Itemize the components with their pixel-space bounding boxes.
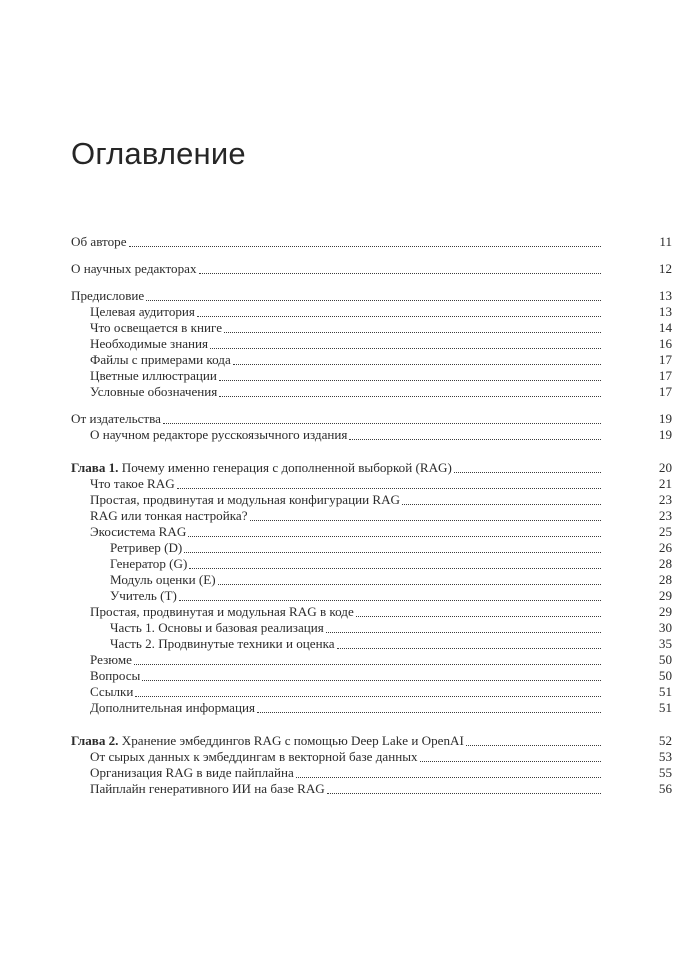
- page-title: Оглавление: [71, 136, 246, 171]
- toc-entry[interactable]: [0, 556, 673, 572]
- toc-entry[interactable]: [0, 765, 673, 781]
- toc-entry-text: Об авторе: [71, 234, 127, 249]
- toc-entry-text: О научном редакторе русскоязычного издания: [90, 427, 348, 442]
- toc-page-number: 51: [658, 684, 672, 699]
- toc-leader-dots: [327, 793, 601, 794]
- toc-page-number: 17: [658, 368, 672, 383]
- toc-leader-dots: [349, 439, 601, 440]
- toc-entry-label: [110, 588, 179, 604]
- toc-page-number: 17: [658, 352, 672, 367]
- toc-leader-dots: [135, 696, 601, 697]
- toc-page-number: 50: [658, 652, 672, 667]
- toc-page-number: 13: [658, 288, 672, 303]
- toc-entry-label: [90, 352, 233, 368]
- toc-entry[interactable]: [0, 304, 673, 320]
- toc-entry-text: Пайплайн генеративного ИИ на базе RAG: [90, 781, 325, 796]
- toc-leader-dots: [177, 488, 601, 489]
- toc-entry-label: [110, 636, 337, 652]
- toc-entry-label: [90, 384, 219, 400]
- toc-leader-dots: [337, 648, 601, 649]
- toc-leader-dots: [454, 472, 601, 473]
- toc-entry-label: [90, 427, 349, 443]
- toc-entry-label: [90, 336, 210, 352]
- toc-entry[interactable]: [0, 733, 673, 749]
- toc-entry-label: [90, 508, 250, 524]
- toc-entry-label: [90, 304, 197, 320]
- toc-entry-label: [71, 460, 454, 476]
- toc-entry-text: О научных редакторах: [71, 261, 197, 276]
- toc-entry-text: От сырых данных к эмбеддингам в векторной базе данных: [90, 749, 418, 764]
- toc-entry-text: От издательства: [71, 411, 161, 426]
- toc-leader-dots: [402, 504, 601, 505]
- toc-leader-dots: [197, 316, 601, 317]
- toc-leader-dots: [224, 332, 601, 333]
- toc-leader-dots: [296, 777, 601, 778]
- toc-entry-text: Условные обозначения: [90, 384, 218, 399]
- toc-entry[interactable]: [0, 384, 673, 400]
- toc-entry-label: [90, 492, 402, 508]
- toc-entry-label: [110, 540, 184, 556]
- toc-entry[interactable]: [0, 427, 673, 443]
- toc-leader-dots: [250, 520, 601, 521]
- toc-entry-label: [90, 320, 224, 336]
- toc-page-number: 28: [658, 556, 672, 571]
- toc-entry-text: Часть 2. Продвинутые техники и оценка: [110, 636, 335, 651]
- toc-leader-dots: [219, 396, 601, 397]
- toc-page-number: 28: [658, 572, 672, 587]
- toc-leader-dots: [189, 568, 601, 569]
- toc-chapter-number: Глава 1.: [71, 460, 119, 475]
- toc-page-number: 25: [658, 524, 672, 539]
- toc-page-number: 19: [658, 427, 672, 442]
- toc-entry-label: [90, 765, 296, 781]
- toc-entry[interactable]: [0, 476, 673, 492]
- toc-entry-text: Резюме: [90, 652, 132, 667]
- table-of-contents-list: [0, 234, 673, 797]
- toc-entry-text: Простая, продвинутая и модульная RAG в коде: [90, 604, 354, 619]
- toc-entry[interactable]: [0, 320, 673, 336]
- toc-page-number: 11: [659, 234, 672, 249]
- toc-entry[interactable]: [0, 749, 673, 765]
- toc-leader-dots: [326, 632, 601, 633]
- toc-page-number: 56: [658, 781, 672, 796]
- toc-entry[interactable]: [0, 540, 673, 556]
- toc-page-number: 17: [658, 384, 672, 399]
- toc-leader-dots: [179, 600, 601, 601]
- toc-entry-label: [110, 556, 189, 572]
- toc-entry-text: Хранение эмбеддингов RAG с помощью Deep Lake и OpenAI: [121, 733, 464, 748]
- toc-entry-text: Ссылки: [90, 684, 134, 699]
- toc-entry[interactable]: [0, 572, 673, 588]
- toc-entry[interactable]: [0, 588, 673, 604]
- toc-leader-dots: [184, 552, 601, 553]
- toc-entry[interactable]: [0, 460, 673, 476]
- toc-entry-label: [90, 476, 177, 492]
- toc-entry[interactable]: [0, 781, 673, 797]
- toc-entry-label: [71, 261, 199, 277]
- toc-leader-dots: [420, 761, 601, 762]
- toc-entry-label: [71, 411, 163, 427]
- toc-leader-dots: [356, 616, 601, 617]
- toc-entry-text: Модуль оценки (E): [110, 572, 216, 587]
- toc-entry-label: [71, 288, 146, 304]
- toc-leader-dots: [134, 664, 601, 665]
- toc-entry-text: Ретривер (D): [110, 540, 183, 555]
- toc-page-number: 55: [658, 765, 672, 780]
- toc-entry-text: Вопросы: [90, 668, 141, 683]
- toc-leader-dots: [163, 423, 601, 424]
- toc-entry-text: RAG или тонкая настройка?: [90, 508, 248, 523]
- toc-entry[interactable]: [0, 411, 673, 427]
- toc-entry[interactable]: [0, 336, 673, 352]
- toc-entry-label: [90, 684, 135, 700]
- toc-entry[interactable]: [0, 620, 673, 636]
- toc-leader-dots: [466, 745, 601, 746]
- toc-entry-text: Целевая аудитория: [90, 304, 195, 319]
- toc-leader-dots: [233, 364, 601, 365]
- toc-page-number: 52: [658, 733, 672, 748]
- toc-entry-label: [90, 781, 327, 797]
- toc-entry[interactable]: [0, 288, 673, 304]
- toc-page-number: 12: [658, 261, 672, 276]
- toc-entry[interactable]: [0, 668, 673, 684]
- toc-page-number: 19: [658, 411, 672, 426]
- toc-page-number: 16: [658, 336, 672, 351]
- toc-entry-label: [110, 572, 218, 588]
- toc-entry-text: Предисловие: [71, 288, 145, 303]
- toc-entry-label: [90, 749, 420, 765]
- toc-entry-label: [90, 524, 188, 540]
- toc-entry[interactable]: [0, 652, 673, 668]
- toc-entry[interactable]: [0, 234, 673, 250]
- toc-entry[interactable]: [0, 492, 673, 508]
- toc-leader-dots: [257, 712, 601, 713]
- toc-entry[interactable]: [0, 700, 673, 716]
- toc-entry-text: Учитель (T): [110, 588, 177, 603]
- toc-entry-text: Необходимые знания: [90, 336, 209, 351]
- toc-leader-dots: [129, 246, 601, 247]
- toc-leader-dots: [142, 680, 601, 681]
- toc-page-number: 53: [658, 749, 672, 764]
- toc-entry-text: Простая, продвинутая и модульная конфигурации RAG: [90, 492, 401, 507]
- toc-page-number: 20: [658, 460, 672, 475]
- toc-page-number: 13: [658, 304, 672, 319]
- toc-entry-text: Почему именно генерация с дополненной выборкой (RAG): [121, 460, 452, 475]
- toc-entry-text: Файлы с примерами кода: [90, 352, 231, 367]
- toc-entry[interactable]: [0, 261, 673, 277]
- toc-entry[interactable]: [0, 508, 673, 524]
- toc-leader-dots: [219, 380, 601, 381]
- toc-entry-label: [71, 234, 129, 250]
- toc-page-number: 50: [658, 668, 672, 683]
- toc-entry-label: [90, 668, 142, 684]
- toc-page-number: 23: [658, 492, 672, 507]
- toc-entry-text: Организация RAG в виде пайплайна: [90, 765, 294, 780]
- toc-entry[interactable]: [0, 604, 673, 620]
- toc-entry-text: Экосистема RAG: [90, 524, 187, 539]
- toc-page-number: 29: [658, 604, 672, 619]
- toc-entry-text: Часть 1. Основы и базовая реализация: [110, 620, 324, 635]
- toc-entry-label: [110, 620, 326, 636]
- toc-entry[interactable]: [0, 352, 673, 368]
- toc-leader-dots: [188, 536, 601, 537]
- toc-entry[interactable]: [0, 636, 673, 652]
- toc-entry-label: [71, 733, 466, 749]
- toc-page-number: 26: [658, 540, 672, 555]
- toc-page-number: 35: [658, 636, 672, 651]
- toc-leader-dots: [218, 584, 601, 585]
- toc-leader-dots: [210, 348, 601, 349]
- toc-chapter-number: Глава 2.: [71, 733, 119, 748]
- toc-entry[interactable]: [0, 524, 673, 540]
- toc-entry-label: [90, 604, 356, 620]
- toc-page-number: 30: [658, 620, 672, 635]
- toc-entry-text: Цветные иллюстрации: [90, 368, 217, 383]
- toc-entry-label: [90, 652, 134, 668]
- toc-entry[interactable]: [0, 684, 673, 700]
- toc-entry-text: Что такое RAG: [90, 476, 175, 491]
- toc-entry-label: [90, 700, 257, 716]
- toc-page-number: 29: [658, 588, 672, 603]
- toc-entry-text: Генератор (G): [110, 556, 188, 571]
- toc-page-number: 23: [658, 508, 672, 523]
- toc-page-number: 14: [658, 320, 672, 335]
- toc-page-number: 51: [658, 700, 672, 715]
- toc-entry-label: [90, 368, 219, 384]
- toc-leader-dots: [199, 273, 602, 274]
- toc-entry[interactable]: [0, 368, 673, 384]
- toc-entry-text: Дополнительная информация: [90, 700, 256, 715]
- toc-page-number: 21: [658, 476, 672, 491]
- toc-entry-text: Что освещается в книге: [90, 320, 223, 335]
- toc-leader-dots: [146, 300, 601, 301]
